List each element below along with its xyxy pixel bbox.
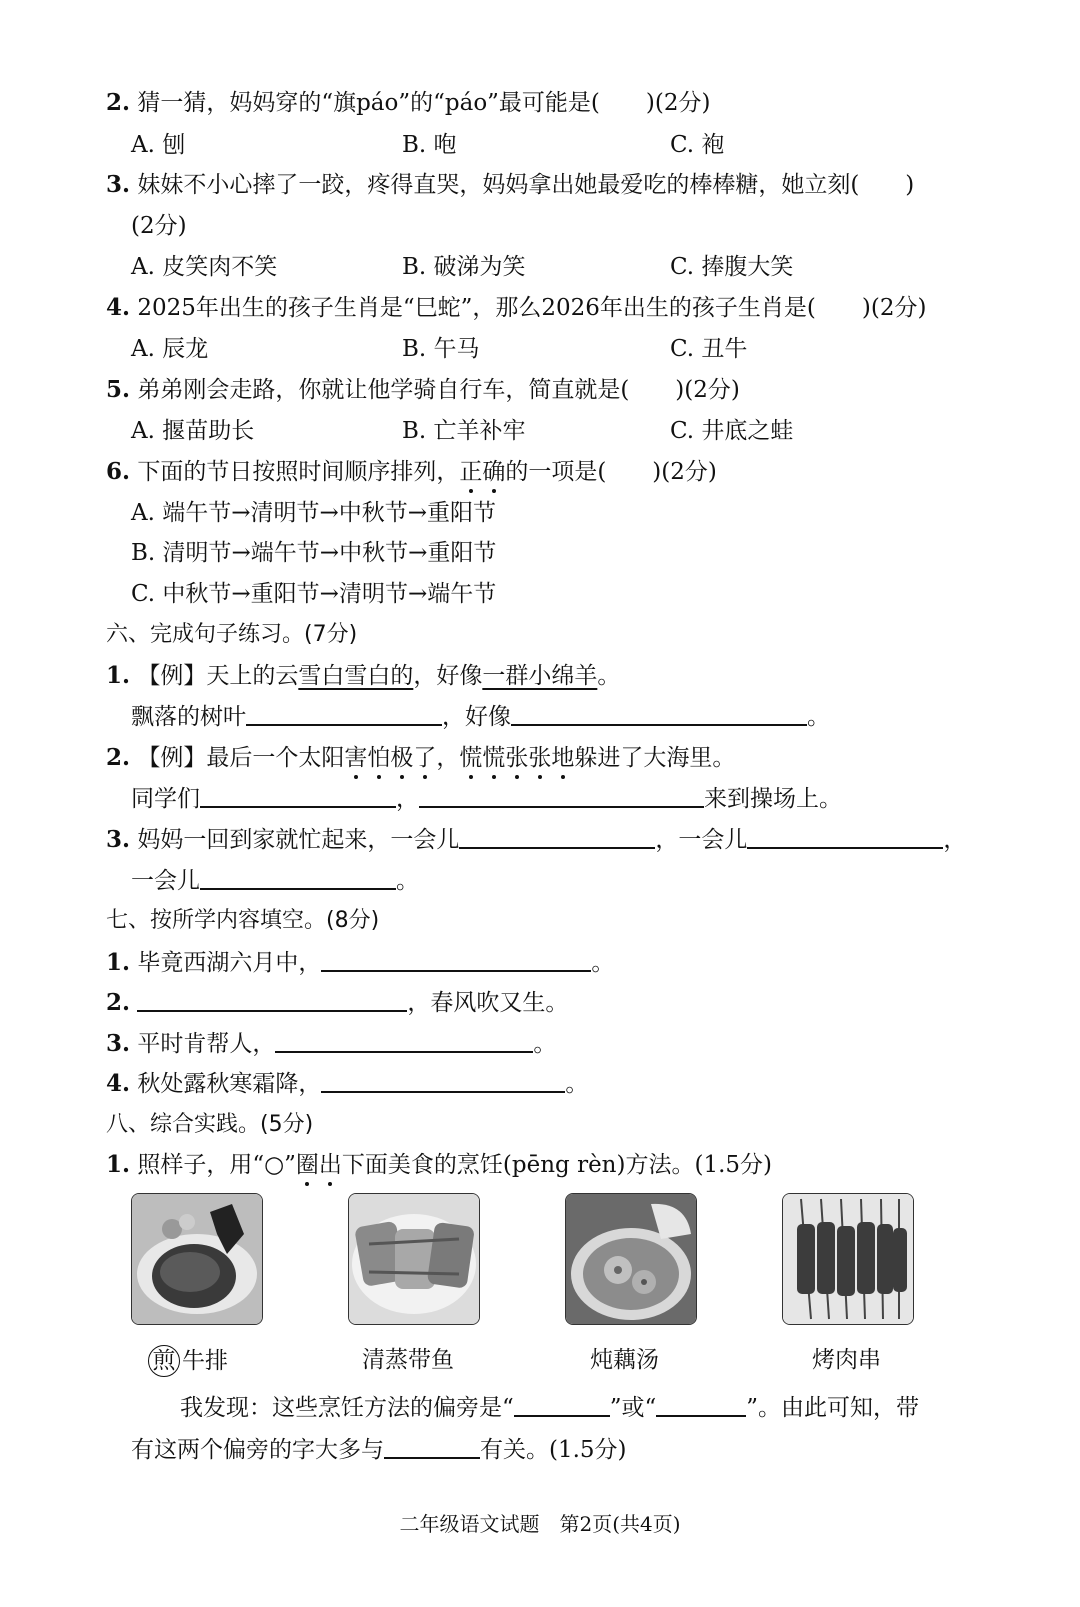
text: ， xyxy=(396,786,419,812)
text: 来到操场上。 xyxy=(704,786,842,812)
emphasis-char: 慌 xyxy=(482,745,506,771)
text: 下面美食的烹饪(pēng rèn)方法。(1.5分) xyxy=(341,1152,772,1178)
question-number: 2. xyxy=(106,89,131,116)
text: ，好像 xyxy=(413,663,483,689)
emphasis-char: 怕 xyxy=(367,745,391,771)
option-b[interactable]: B. 午马 xyxy=(402,336,480,362)
text: ，好像 xyxy=(442,704,511,730)
question-number: 5. xyxy=(106,376,131,403)
answer-blank[interactable] xyxy=(459,825,655,849)
text: 妈妈一回到家就忙起来，一会儿 xyxy=(137,827,460,853)
section-title: 七、按所学内容填空。(8分) xyxy=(106,908,380,933)
text: 平时肯帮人， xyxy=(137,1031,276,1057)
text: ， xyxy=(436,745,460,771)
text: 【例】最后一个太阳 xyxy=(137,745,345,771)
section-title: 八、综合实践。(5分) xyxy=(106,1112,314,1137)
text: ”或“ xyxy=(609,1395,657,1421)
question-3 xyxy=(106,170,914,200)
question-number: 2. xyxy=(106,744,131,771)
answer-blank[interactable] xyxy=(384,1435,480,1459)
text: 飘落的树叶 xyxy=(131,704,246,730)
text: 。 xyxy=(591,950,615,976)
option-a[interactable]: A. 皮笑肉不笑 xyxy=(131,254,278,280)
food-label-steak xyxy=(148,1345,228,1377)
text: ”。由此可知，带 xyxy=(746,1395,920,1421)
kebab-photo xyxy=(782,1193,914,1325)
sentence-3 xyxy=(106,825,966,855)
emphasis-char: 出 xyxy=(318,1152,342,1178)
text: 。 xyxy=(533,1031,557,1057)
fill-4 xyxy=(106,1069,588,1099)
answer-blank[interactable] xyxy=(137,988,407,1012)
section-title: 六、完成句子练习。(7分) xyxy=(106,622,358,647)
sentence-2-example xyxy=(106,743,735,773)
text: 。 xyxy=(597,663,621,689)
text: 【例】天上的云 xyxy=(137,663,299,689)
text: 秋处露秋寒霜降， xyxy=(137,1071,322,1097)
food-label-fish xyxy=(362,1345,454,1375)
answer-blank[interactable] xyxy=(747,825,943,849)
text: 同学们 xyxy=(131,786,200,812)
text: ，春风吹又生。 xyxy=(407,990,569,1016)
text: 有关。(1.5分) xyxy=(480,1437,627,1463)
answer-blank[interactable] xyxy=(656,1393,746,1417)
answer-blank[interactable] xyxy=(200,784,396,808)
emphasis-char: 张 xyxy=(505,745,529,771)
question-number: 3. xyxy=(106,1030,131,1057)
text: 照样子，用“○” xyxy=(137,1152,296,1178)
text: 。 xyxy=(807,704,830,730)
question-number: 3. xyxy=(106,826,131,853)
food-name[interactable]: 烤肉串 xyxy=(812,1347,881,1373)
question-text: 弟弟刚会走路，你就让他学骑自行车，简直就是( )(2分) xyxy=(137,377,740,403)
question-text: 的一项是( )(2分) xyxy=(505,459,717,485)
question-number: 2. xyxy=(106,989,131,1016)
option-b[interactable]: B. 清明节→端午节→中秋节→重阳节 xyxy=(131,540,497,566)
food-name[interactable]: 炖藕汤 xyxy=(590,1347,659,1373)
option-a[interactable]: A. 揠苗助长 xyxy=(131,418,255,444)
question-number: 4. xyxy=(106,294,131,321)
text: 我发现：这些烹饪方法的偏旁是“ xyxy=(180,1395,514,1421)
emphasis-char: 极 xyxy=(390,745,414,771)
question-text: 下面的节日按照时间顺序排列， xyxy=(137,459,460,485)
food-label-kebab xyxy=(812,1345,881,1375)
question-5 xyxy=(106,375,740,405)
emphasis-char: 确 xyxy=(482,459,506,485)
emphasis-char: 了 xyxy=(413,745,437,771)
question-text: 2025年出生的孩子生肖是“巳蛇”，那么2026年出生的孩子生肖是( )(2分) xyxy=(137,295,927,321)
emphasis-char: 地 xyxy=(551,745,575,771)
lotus-soup-photo xyxy=(565,1193,697,1325)
underlined-text: 一群小绵羊 xyxy=(482,663,598,689)
option-a[interactable]: A. 刨 xyxy=(131,132,186,158)
emphasis-char: 慌 xyxy=(459,745,483,771)
discovery-line-1 xyxy=(180,1393,919,1423)
text: ，一会儿 xyxy=(655,827,748,853)
answer-blank[interactable] xyxy=(419,784,704,808)
sentence-3-cont xyxy=(131,866,419,896)
fill-2 xyxy=(106,988,568,1018)
question-score: (2分) xyxy=(131,213,187,239)
steak-photo xyxy=(131,1193,263,1325)
emphasis-char: 张 xyxy=(528,745,552,771)
page-footer: 二年级语文试题 第2页(共4页) xyxy=(399,1512,681,1536)
text: 躲进了大海里。 xyxy=(574,745,736,771)
option-c[interactable]: C. 捧腹大笑 xyxy=(670,254,794,280)
steamed-fish-photo xyxy=(348,1193,480,1325)
fill-3 xyxy=(106,1029,556,1059)
food-name: 牛排 xyxy=(182,1348,228,1374)
question-number: 1. xyxy=(106,1151,131,1178)
text: 。 xyxy=(565,1071,589,1097)
sentence-1-example xyxy=(106,661,620,691)
sentence-1-answer xyxy=(131,702,830,732)
option-c[interactable]: C. 丑牛 xyxy=(670,336,748,362)
text: 毕竟西湖六月中， xyxy=(137,950,322,976)
question-number: 1. xyxy=(106,949,131,976)
question-number: 3. xyxy=(106,171,131,198)
discovery-line-2 xyxy=(131,1435,627,1465)
practice-1 xyxy=(106,1150,772,1180)
question-text: 猜一猜，妈妈穿的“旗páo”的“páo”最可能是( )(2分) xyxy=(137,90,711,116)
answer-blank[interactable] xyxy=(511,702,807,726)
food-label-soup xyxy=(590,1345,659,1375)
question-number: 4. xyxy=(106,1070,131,1097)
underlined-text: 雪白雪白的 xyxy=(298,663,414,689)
answer-blank[interactable] xyxy=(275,1029,533,1053)
emphasis-char: 正 xyxy=(459,459,483,485)
question-6 xyxy=(106,457,717,487)
sentence-2-answer xyxy=(131,784,842,814)
answer-blank[interactable] xyxy=(246,702,442,726)
option-c[interactable]: C. 袍 xyxy=(670,132,725,158)
question-4 xyxy=(106,293,926,323)
text: 一会儿 xyxy=(131,868,200,894)
question-number: 6. xyxy=(106,458,131,485)
text: 有这两个偏旁的字大多与 xyxy=(131,1437,384,1463)
text: 。 xyxy=(396,868,419,894)
option-a[interactable]: A. 辰龙 xyxy=(131,336,209,362)
option-c[interactable]: C. 中秋节→重阳节→清明节→端午节 xyxy=(131,581,497,607)
food-name[interactable]: 清蒸带鱼 xyxy=(362,1347,454,1373)
circled-char[interactable]: 煎 xyxy=(148,1345,180,1377)
emphasis-char: 害 xyxy=(344,745,368,771)
option-b[interactable]: B. 破涕为笑 xyxy=(402,254,526,280)
fill-1 xyxy=(106,948,614,978)
answer-blank[interactable] xyxy=(321,1069,565,1093)
answer-blank[interactable] xyxy=(514,1393,610,1417)
option-c[interactable]: C. 井底之蛙 xyxy=(670,418,794,444)
option-b[interactable]: B. 咆 xyxy=(402,132,457,158)
answer-blank[interactable] xyxy=(321,948,591,972)
answer-blank[interactable] xyxy=(200,866,396,890)
question-number: 1. xyxy=(106,662,131,689)
question-text: 妹妹不小心摔了一跤，疼得直哭，妈妈拿出她最爱吃的棒棒糖，她立刻( ) xyxy=(137,172,915,198)
emphasis-char: 圈 xyxy=(295,1152,319,1178)
question-2 xyxy=(106,88,710,118)
option-a[interactable]: A. 端午节→清明节→中秋节→重阳节 xyxy=(131,500,497,526)
option-b[interactable]: B. 亡羊补牢 xyxy=(402,418,526,444)
text: ， xyxy=(943,827,967,853)
